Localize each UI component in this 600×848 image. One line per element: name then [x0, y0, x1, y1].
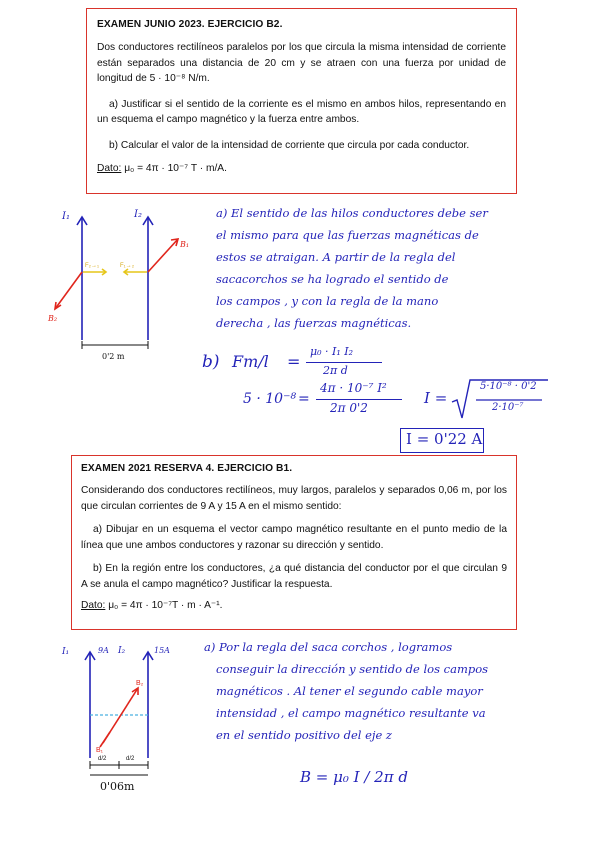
exercise1-part-a: a) Justificar si el sentido de la corriente es el mismo en ambos hilos, representando en un esquema el campo magnético y la fuerza entre ambos. [97, 98, 506, 125]
answer1-line-1: a) El sentido de las hilos conductores debe ser [216, 206, 488, 220]
answer1-line-5: los campos , y con la regla de la mano [216, 294, 439, 308]
answer1-line-3: estos se atraigan. A partir de la regla del [216, 250, 456, 264]
answer2-line-3: magnéticos . Al tener el segundo cable mayor [216, 684, 483, 698]
wire2-label-2: I₂ [118, 646, 126, 656]
field-label-top: B₂ [136, 680, 144, 687]
answer2-line-5: en el sentido positivo del eje z [216, 728, 392, 742]
answer2-line-2: conseguir la dirección y sentido de los campos [216, 662, 489, 676]
exercise1-box [86, 8, 517, 194]
answer1-b-label: b) [202, 352, 220, 372]
half-right-label: d/2 [126, 756, 135, 762]
formula-root-den: 2·10⁻⁷ [492, 402, 524, 413]
formula-i: I = [424, 389, 448, 407]
answer2-formula: B = μ₀ I / 2π d [300, 768, 408, 786]
field-label-bottom: B₁ [96, 747, 104, 754]
exercise2-part-a: a) Dibujar en un esquema el vector campo magnético resultante en el punto medio de la línea que une ambos conductores y razonar su dirección y sentido. [81, 524, 507, 551]
formula-equals-2: = [298, 391, 310, 407]
answer1-line-6: derecha , las fuerzas magnéticas. [216, 316, 412, 330]
exercise2-statement: Considerando dos conductores rectilíneos, muy largos, paralelos y separados 0,06 m, por los que circulan corrientes de 9 A y 15 A en el mismo sentido: [81, 485, 507, 512]
exercise1-statement: Dos conductores rectilíneos paralelos por los que circula la misma intensidad de corriente están separados una distancia de 20 cm y se atraen con una fuerza por unidad de longitud de 5 · 10⁻⁸ N/m. [97, 42, 506, 84]
answer1-line-2: el mismo para que las fuerzas magnéticas de [216, 228, 479, 242]
wire1-label: I₁ [62, 211, 70, 222]
dato-label: Dato: [97, 163, 122, 174]
field-label-left: B₂ [48, 314, 58, 323]
dato-value: μ₀ = 4π · 10⁻⁷ T · m/A. [121, 163, 227, 174]
wire2-label: I₂ [134, 209, 142, 220]
answer2-line-4: intensidad , el campo magnético resultante va [216, 706, 486, 720]
wires-diagram-2 [58, 640, 198, 805]
formula-num-1: μ₀ · I₁ I₂ [310, 345, 354, 358]
exercise1-part-b: b) Calcular el valor de la intensidad de corriente que circula por cada conductor. [109, 139, 470, 151]
force-label-left: F₂→₁ [85, 263, 100, 269]
exercise1-title: EXAMEN JUNIO 2023. EJERCICIO B2. [97, 19, 283, 30]
dato-value-2: μ₀ = 4π · 10⁻⁷T · m · A⁻¹. [105, 600, 223, 611]
answer2-line-1: a) Por la regla del saca corchos , logramos [204, 640, 453, 654]
formula-left-2: 5 · 10⁻⁸ [243, 391, 297, 407]
force-label-right: F₁→₂ [120, 263, 135, 269]
answer1-line-4: sacacorchos se ha logrado el sentido de [216, 272, 449, 286]
exercise2-part-b: b) En la región entre los conductores, ¿a qué distancia del conductor por el que circulan 9 A se anula el campo magnético? Justificar la respuesta. [81, 563, 507, 590]
result-value: I = 0'22 A [406, 430, 483, 448]
formula-root-num: 5·10⁻⁸ · 0'2 [480, 381, 537, 392]
formula-den-2: 2π 0'2 [330, 401, 368, 415]
half-left-label: d/2 [98, 756, 107, 762]
formula-num-2: 4π · 10⁻⁷ I² [320, 381, 387, 395]
wires-diagram-1 [30, 205, 210, 370]
wire1-label-2: I₁ [62, 647, 70, 657]
distance-label-1: 0'2 m [102, 352, 125, 361]
field-label-right: B₁ [180, 240, 190, 249]
wire1-value: 9A [98, 646, 109, 655]
exercise2-title: EXAMEN 2021 RESERVA 4. EJERCICIO B1. [81, 463, 293, 474]
formula-equals-1: = [287, 352, 301, 371]
formula-den-1: 2π d [323, 364, 348, 377]
exercise2-dato [81, 600, 507, 611]
exercise1-dato [97, 163, 506, 174]
dato-label-2: Dato: [81, 600, 106, 611]
wire2-value: 15A [154, 646, 170, 655]
exercise2-box [71, 455, 517, 630]
formula-lhs: Fm/l [232, 352, 269, 371]
distance-label-2: 0'06m [100, 780, 135, 793]
